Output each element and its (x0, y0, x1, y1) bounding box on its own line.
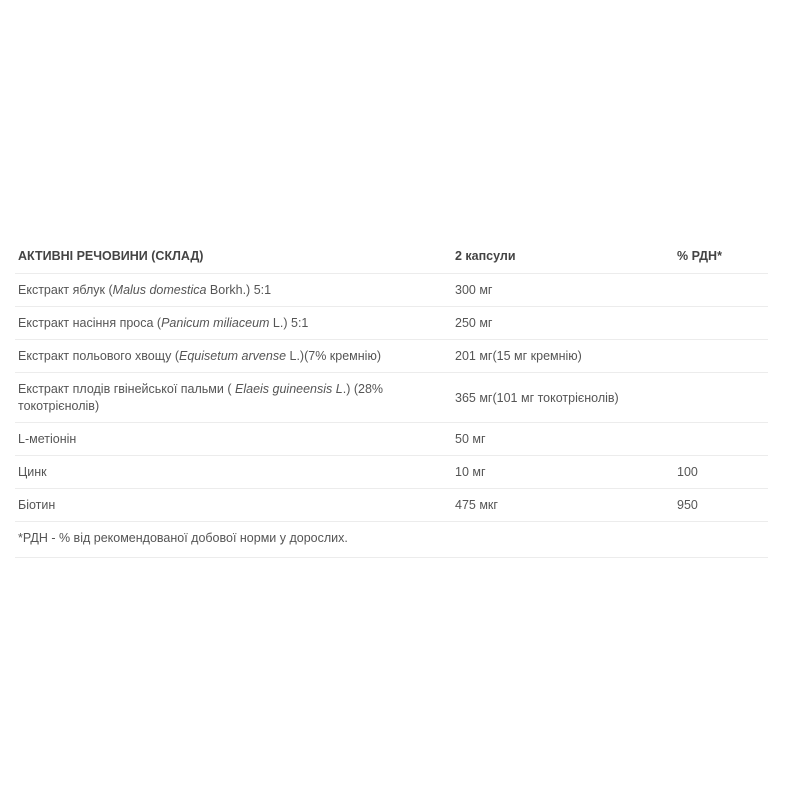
header-dose: 2 капсули (452, 239, 674, 274)
dose-cell: 250 мг (452, 307, 674, 340)
substance-cell: Екстракт яблук (Malus domestica Borkh.) 5:1 (15, 274, 452, 307)
rdn-cell: 950 (674, 489, 768, 522)
table-row (15, 340, 768, 373)
composition-table-container (15, 239, 768, 558)
table-row (15, 307, 768, 340)
header-rdn: % РДН* (674, 239, 768, 274)
substance-cell: Екстракт плодів гвінейської пальми ( Elaeis guineensis L.) (28% токотрієнолів) (15, 373, 452, 423)
table-row (15, 373, 768, 423)
rdn-cell (674, 423, 768, 456)
footnote-row (15, 522, 768, 558)
rdn-cell: 100 (674, 456, 768, 489)
dose-cell: 10 мг (452, 456, 674, 489)
dose-cell: 201 мг(15 мг кремнію) (452, 340, 674, 373)
composition-table (15, 239, 768, 558)
substance-cell: L-метіонін (15, 423, 452, 456)
dose-cell: 300 мг (452, 274, 674, 307)
rdn-cell (674, 373, 768, 423)
substance-cell: Екстракт польового хвощу (Equisetum arvense L.)(7% кремнію) (15, 340, 452, 373)
table-header-row (15, 239, 768, 274)
substance-cell: Екстракт насіння проса (Panicum miliaceum L.) 5:1 (15, 307, 452, 340)
table-row (15, 274, 768, 307)
substance-cell: Біотин (15, 489, 452, 522)
dose-cell: 50 мг (452, 423, 674, 456)
table-row (15, 423, 768, 456)
dose-cell: 365 мг(101 мг токотрієнолів) (452, 373, 674, 423)
rdn-cell (674, 274, 768, 307)
substance-cell: Цинк (15, 456, 452, 489)
table-row (15, 489, 768, 522)
header-substance: АКТИВНІ РЕЧОВИНИ (СКЛАД) (15, 239, 452, 274)
dose-cell: 475 мкг (452, 489, 674, 522)
rdn-cell (674, 307, 768, 340)
table-row (15, 456, 768, 489)
footnote: *РДН - % від рекомендованої добової норми у дорослих. (15, 522, 768, 558)
rdn-cell (674, 340, 768, 373)
